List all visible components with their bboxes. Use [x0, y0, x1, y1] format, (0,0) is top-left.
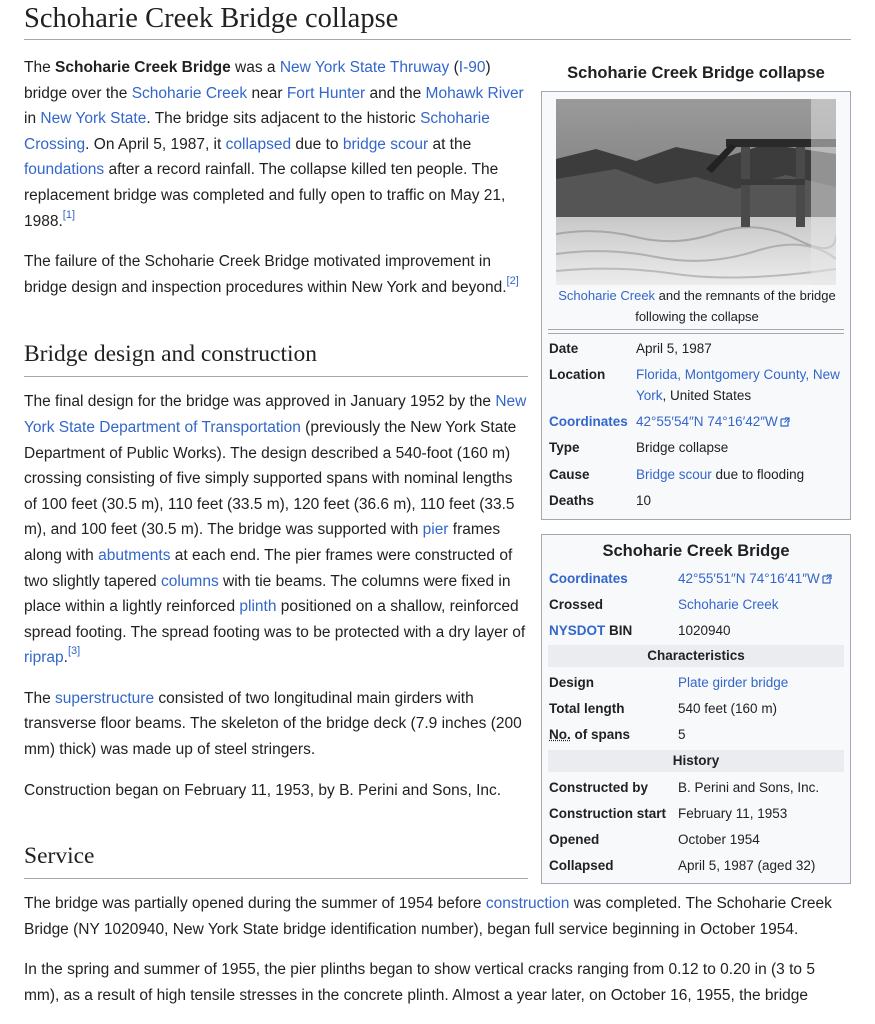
- text: frames along with: [24, 521, 501, 564]
- row-value: 10: [636, 493, 652, 508]
- link-schoharie-crossing[interactable]: Schoharie Crossing: [24, 110, 490, 153]
- row-label: Date: [549, 341, 579, 356]
- infobox-event-title: Schoharie Creek Bridge collapse: [567, 64, 825, 82]
- link-new-york-state[interactable]: New York State: [40, 110, 147, 128]
- service-paragraph-2: In the spring and summer of 1955, the pier plinths began to show vertical cracks ranging from 0.12 to 0.20 in (3 to 5 mm), as a result of high tensile stresses in the concrete plinth. Almost a year later, on October 16, 1955, the bridge: [24, 961, 815, 1004]
- row-label: Collapsed: [549, 858, 614, 873]
- row-label: Constructed by: [549, 780, 649, 795]
- external-link-icon: [822, 574, 832, 584]
- row-value: February 11, 1953: [678, 806, 788, 821]
- text: BIN: [605, 623, 633, 638]
- link-mohawk-river[interactable]: Mohawk River: [425, 84, 524, 102]
- row-value: 5: [678, 727, 686, 742]
- link-coordinates[interactable]: 42°55′54″N 74°16′42″W: [636, 414, 778, 429]
- link-i90[interactable]: I-90: [458, 59, 486, 76]
- divider: [548, 333, 844, 334]
- link-construction[interactable]: construction: [485, 895, 570, 912]
- row-value: April 5, 1987: [636, 341, 712, 356]
- row-label: Type: [549, 440, 580, 455]
- row-value: [636, 464, 841, 485]
- header-history: History: [548, 750, 844, 772]
- text: was a: [230, 59, 280, 76]
- caption-link-schoharie-creek[interactable]: Schoharie Creek: [558, 288, 656, 303]
- collapse-photo-image: [556, 99, 836, 285]
- row-label: Deaths: [549, 493, 595, 508]
- design-paragraph-1: [24, 389, 528, 671]
- row-label: Location: [549, 367, 606, 382]
- intro-paragraph-2: [24, 249, 528, 300]
- infobox-event: [541, 91, 851, 520]
- section-heading-design: Bridge design and construction: [24, 339, 528, 377]
- intro-paragraph-1: [24, 55, 528, 234]
- coordinates-label-link[interactable]: Coordinates: [549, 414, 628, 429]
- text: near: [247, 84, 287, 102]
- text: positioned on a shallow, reinforced spread footing. The spread footing was to be protected with a dry layer of: [24, 598, 526, 641]
- external-link-icon: [780, 417, 790, 427]
- row-value: Bridge collapse: [636, 440, 729, 455]
- link-ny-thruway[interactable]: New York State Thruway: [279, 59, 450, 76]
- collapse-photo[interactable]: [556, 99, 836, 285]
- text: due to flooding: [711, 467, 805, 482]
- link-bridge-scour[interactable]: bridge scour: [342, 135, 429, 153]
- row-label: Crossed: [549, 597, 604, 612]
- text: The failure of the Schoharie Creek Bridge motivated improvement in bridge design and inspection procedures within New York and beyond.: [24, 253, 507, 296]
- text: The: [24, 59, 56, 76]
- header-characteristics: Characteristics: [548, 645, 844, 667]
- link-schoharie-creek[interactable]: Schoharie Creek: [131, 84, 248, 102]
- link-superstructure[interactable]: superstructure: [55, 689, 155, 707]
- row-value: April 5, 1987 (aged 32): [678, 858, 816, 873]
- link-abutments[interactable]: abutments: [98, 546, 171, 564]
- row-value: [678, 568, 848, 589]
- caption-text: and the remnants of the bridge following the collapse: [635, 288, 836, 324]
- text: of spans: [570, 727, 631, 742]
- text: at the: [428, 135, 472, 153]
- text: . The bridge sits adjacent to the historic: [146, 110, 421, 128]
- text: The: [24, 689, 56, 707]
- link-plinth[interactable]: plinth: [239, 598, 277, 616]
- row-label: Design: [549, 675, 595, 690]
- text: The final design for the bridge was approved in January 1952 by the: [24, 393, 496, 411]
- service-body: [24, 891, 851, 1023]
- reference-1[interactable]: [1]: [62, 208, 76, 221]
- text: . On April 5, 1987, it: [85, 135, 226, 153]
- design-paragraph-3: Construction began on February 11, 1953, by B. Perini and Sons, Inc.: [24, 781, 502, 799]
- row-label: Total length: [549, 701, 625, 716]
- reference-2[interactable]: [2]: [506, 274, 519, 287]
- text: at each end. The pier frames were constructed of two slightly tapered: [24, 546, 513, 590]
- row-label: [549, 724, 630, 745]
- divider: [548, 329, 844, 330]
- link-foundations[interactable]: foundations: [24, 161, 105, 179]
- link-fort-hunter[interactable]: Fort Hunter: [286, 84, 366, 102]
- row-value: [636, 411, 841, 432]
- row-value: [636, 364, 841, 406]
- text: The bridge was partially opened during the summer of 1954 before: [24, 895, 486, 912]
- row-value: 540 feet (160 m): [678, 701, 778, 716]
- link-crossed[interactable]: Schoharie Creek: [678, 597, 779, 612]
- link-pier[interactable]: pier: [422, 521, 449, 539]
- row-label: [549, 620, 632, 641]
- link-coordinates[interactable]: 42°55′51″N 74°16′41″W: [678, 571, 820, 586]
- link-columns[interactable]: columns: [161, 572, 219, 590]
- section-heading-service: Service: [24, 841, 528, 879]
- coordinates-label-link[interactable]: Coordinates: [549, 571, 628, 586]
- text: after a record rainfall. The collapse killed ten people. The replacement bridge was completed and fully open to traffic on May 21, 1988.: [24, 161, 506, 230]
- text: ) bridge over the: [24, 59, 491, 102]
- text: with tie beams. The columns were fixed in place within a lightly reinforced: [24, 572, 511, 616]
- link-collapsed[interactable]: collapsed: [225, 135, 292, 153]
- text: (: [449, 59, 459, 76]
- link-riprap[interactable]: riprap: [24, 649, 64, 667]
- bold-subject: Schoharie Creek Bridge: [55, 59, 231, 76]
- design-paragraph-2: [24, 686, 528, 763]
- infobox-bridge-title: Schoharie Creek Bridge: [602, 542, 790, 560]
- link-location[interactable]: Florida, Montgomery County, New York: [636, 367, 840, 403]
- link-nysdot-bin[interactable]: NYSDOT: [549, 623, 606, 638]
- row-value: 1020940: [678, 623, 731, 638]
- text: and the: [365, 84, 426, 102]
- text: .: [63, 649, 68, 667]
- text: in: [24, 110, 41, 128]
- row-value: B. Perini and Sons, Inc.: [678, 780, 820, 795]
- service-paragraph-1: [24, 891, 851, 942]
- text: was completed. The Schoharie Creek Bridge (NY 1020940, New York State bridge identification number), began full service beginning in October 1954.: [24, 895, 832, 938]
- row-value: October 1954: [678, 832, 760, 847]
- link-plate-girder[interactable]: Plate girder bridge: [678, 675, 789, 690]
- text: consisted of two longitudinal main girders with transverse floor beams. The skeleton of the bridge deck (7.9 inches (200 mm) thick) was made up of steel stringers.: [24, 689, 522, 759]
- reference-3[interactable]: [3]: [67, 645, 81, 658]
- row-label: Construction start: [549, 806, 667, 821]
- link-bridge-scour-cause[interactable]: Bridge scour: [636, 467, 712, 482]
- photo-caption: [552, 285, 842, 327]
- row-label: Cause: [549, 467, 590, 482]
- text: due to: [291, 135, 343, 153]
- link-nysdot[interactable]: New York State Department of Transportation: [24, 393, 527, 436]
- infobox-bridge: [541, 534, 851, 884]
- page-title: Schoharie Creek Bridge collapse: [24, 0, 851, 40]
- text: (previously the New York State Department of Public Works). The design described a 540-foot (160 m) crossing consisting of five simply supported spans with nominal lengths of 100 feet (30.5 m), 110 feet (33.5 m), 120 feet (36.6 m), 110 feet (33.5 m), and 100 feet (30.5 m). The bridge was supported with: [24, 418, 517, 539]
- abbr-number: No.: [549, 727, 571, 742]
- row-label: Opened: [549, 832, 600, 847]
- article-body: [24, 55, 528, 891]
- text: , United States: [662, 388, 752, 403]
